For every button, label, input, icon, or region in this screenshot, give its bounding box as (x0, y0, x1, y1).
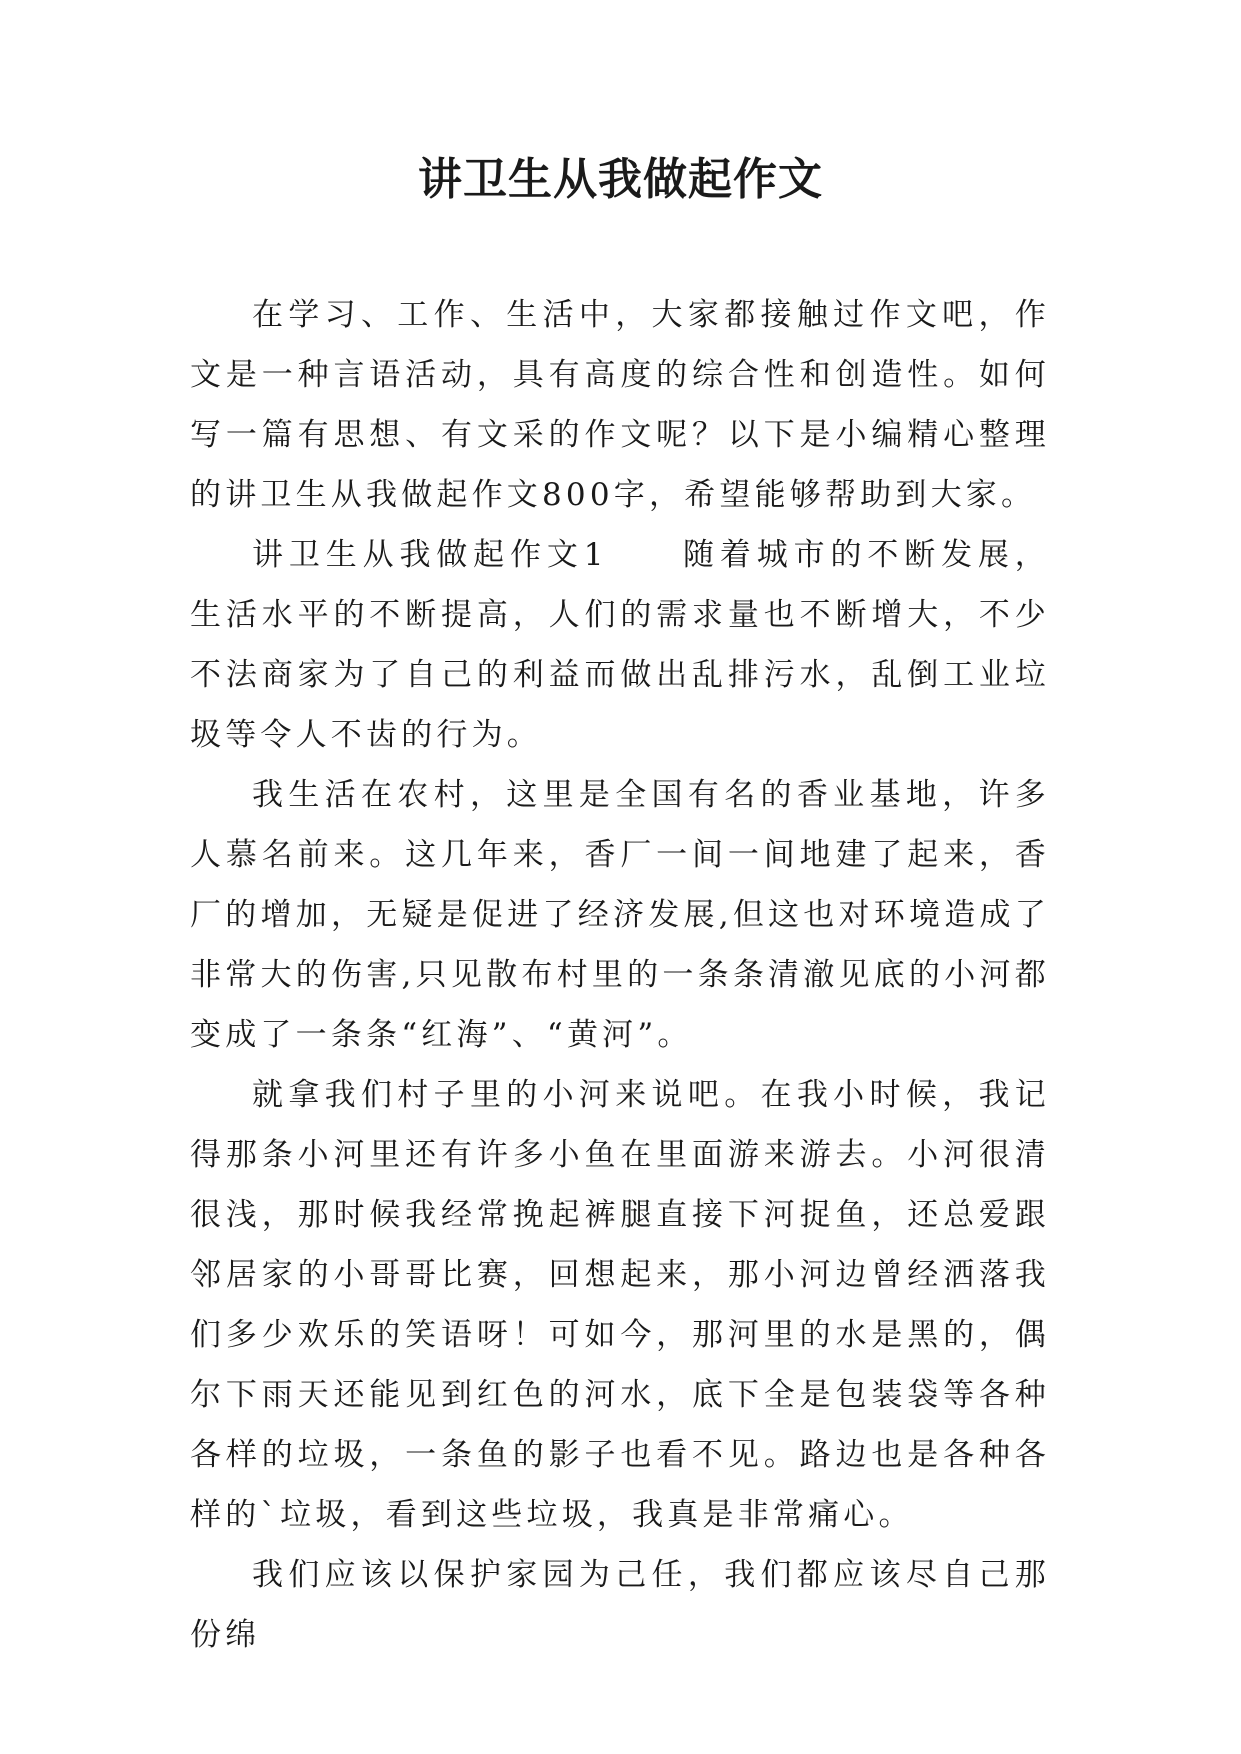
paragraph-protect-home: 我们应该以保护家园为己任，我们都应该尽自己那份绵 (190, 1557, 1050, 1653)
page-title: 讲卫生从我做起作文 (418, 154, 823, 205)
paragraph-essay-1-opening: 讲卫生从我做起作文1 随着城市的不断发展，生活水平的不断提高，人们的需求量也不断增大，不少不法商家为了自己的利益而做出乱排污水，乱倒工业垃圾等令人不齿的行为。 (190, 537, 1050, 753)
paragraph-village: 我生活在农村，这里是全国有名的香业基地，许多人慕名前来。这几年来，香厂一间一间地建了起来，香厂的增加，无疑是促进了经济发展,但这也对环境造成了非常大的伤害,只见散布村里的一条条清澈见底的小河都变成了一条条“红海”、“黄河”。 (190, 777, 1050, 1053)
paragraph-intro: 在学习、工作、生活中，大家都接触过作文吧，作文是一种言语活动，具有高度的综合性和创造性。如何写一篇有思想、有文采的作文呢？以下是小编精心整理的讲卫生从我做起作文800字，希望能够帮助到大家。 (190, 297, 1050, 513)
article-body (190, 285, 1050, 1665)
paragraph-river: 就拿我们村子里的小河来说吧。在我小时候，我记得那条小河里还有许多小鱼在里面游来游去。小河很清很浅，那时候我经常挽起裤腿直接下河捉鱼，还总爱跟邻居家的小哥哥比赛，回想起来，那小河边曾经洒落我们多少欢乐的笑语呀！可如今，那河里的水是黑的，偶尔下雨天还能见到红色的河水，底下全是包装袋等各种各样的垃圾，一条鱼的影子也看不见。路边也是各种各样的`垃圾，看到这些垃圾，我真是非常痛心。 (190, 1077, 1050, 1533)
